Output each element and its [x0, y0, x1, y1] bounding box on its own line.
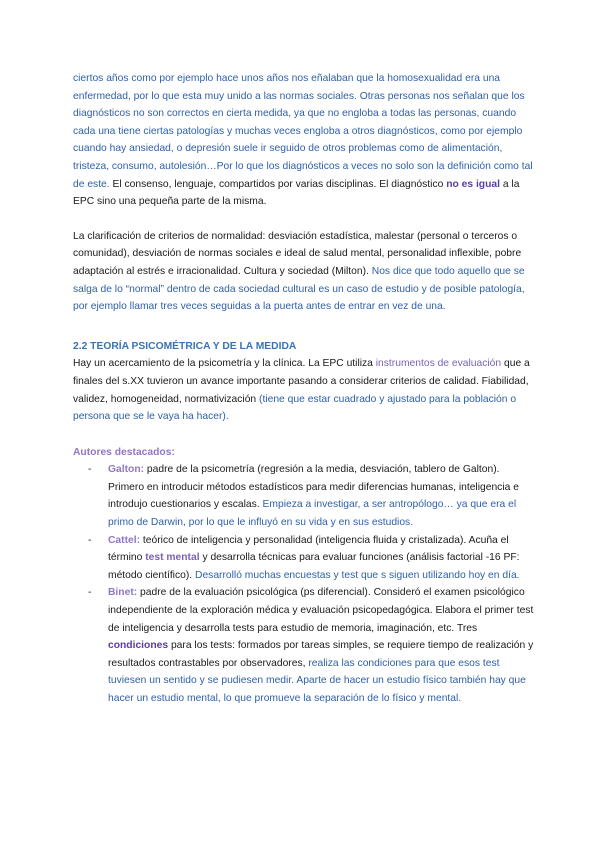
- list-dash: -: [88, 534, 92, 546]
- highlight-term: test mental: [145, 552, 200, 564]
- author-item-binet: [73, 584, 535, 707]
- highlight-term: instrumentos de evaluación: [375, 358, 502, 370]
- author-item-galton: [73, 461, 535, 531]
- authors-list: [73, 461, 535, 707]
- blue-note: (tiene que estar cuadrado y ajustado para la población o persona que se le vaya ha hacer).: [73, 393, 517, 423]
- author-name: Galton:: [108, 464, 145, 476]
- highlight-term: no es igual: [446, 178, 500, 190]
- blue-note: Empieza a investigar, a ser antropólogo… ya que era el primo de Darwin, por lo que le influyó en su vida y en sus estudios.: [108, 499, 517, 529]
- author-item-cattel: [73, 532, 535, 585]
- paragraph-normality: [73, 228, 535, 316]
- author-text: padre de la evaluación psicológica (ps diferencial). Consideró el examen psicológico independiente de la exploración médica y evaluación psicopedagógica. Elabora el primer test de inteligencia y desarrolla tests para estudio de memoria, imaginación, etc. Tres: [108, 587, 534, 634]
- paragraph-psychometric: [73, 355, 535, 425]
- blue-note: ciertos años como por ejemplo hace unos años nos eñalaban que la homosexualidad era una enfermedad, por lo que esta muy unido a las normas sociales. Otras personas nos señalan que los diagnósticos no son correctos en cierta medida, ya que no engloba a todas las personas, cuando cada una tiene ciertas patologías y muchas veces engloba a otros diagnósticos, como por ejemplo cuando hay ansiedad, o depresión suele ir seguido de otros problemas como de alimentación, tristeza, consumo, autolesión…Por lo que los diagnósticos a veces no solo son la definición como tal de este.: [73, 73, 533, 190]
- list-dash: -: [88, 587, 92, 599]
- author-text: padre de la psicometría (regresión a la media, desviación, tablero de Galton). Primero en introducir métodos estadísticos para medir diferencias humanas, inteligencia e introdujo cuestionarios y escalas.: [108, 464, 519, 511]
- highlight-term: condiciones: [108, 640, 169, 652]
- blue-note: realiza las condiciones para que esos test tuviesen un sentido y se pudiesen medir. Aparte de hacer un estudio físico también hay que hacer un estudio mental, lo que promueve la separación de lo físico y mental.: [108, 657, 526, 704]
- blue-note: Desarrolló muchas encuestas y test que s siguen utilizando hoy en día.: [192, 569, 520, 581]
- author-text: teórico de inteligencia y personalidad (inteligencia fluida y cristalizada). Acuña el término: [108, 534, 509, 564]
- paragraph-text: La clarificación de criterios de normalidad: desviación estadística, malestar (personal o terceros o comunidad), desviación de normas sociales e ideal de salud mental, personalidad inflexible, pobre adaptación al estrés e irracionalidad. Cultura y sociedad (Milton).: [73, 230, 522, 277]
- list-dash: -: [88, 464, 92, 476]
- paragraph-text: a la EPC sino una pequeña parte de la misma.: [73, 178, 520, 208]
- author-name: Cattel:: [108, 534, 141, 546]
- document-page: [73, 70, 535, 708]
- author-text: para los tests: formados por tareas simples, se requiere tiempo de realización y resultados contrastables por observadores,: [108, 640, 534, 669]
- paragraph-diagnosis: [73, 70, 535, 211]
- authors-title: Autores destacados:: [73, 446, 175, 458]
- blue-note: Nos dice que todo aquello que se salga de lo “normal” dentro de cada sociedad cultural es un caso de estudio y de posible patología, por ejemplo llamar tres veces seguidas a la puerta antes de entrar en vez de una.: [73, 265, 525, 313]
- paragraph-text: que a finales del s.XX tuvieron un avance importante pasando a considerar criterios de calidad. Fiabilidad, validez, homogeneidad, normativización: [73, 358, 530, 405]
- paragraph-text: Hay un acercamiento de la psicometría y la clínica. La EPC utiliza: [73, 358, 376, 370]
- author-name: Binet:: [108, 587, 138, 599]
- author-text: y desarrolla técnicas para evaluar funciones (análisis factorial -16 PF: método científico).: [108, 552, 520, 581]
- paragraph-text: El consenso, lenguaje, compartidos por varias disciplinas. El diagnóstico: [109, 178, 447, 190]
- section-heading: 2.2 TEORÍA PSICOMÉTRICA Y DE LA MEDIDA: [73, 340, 297, 352]
